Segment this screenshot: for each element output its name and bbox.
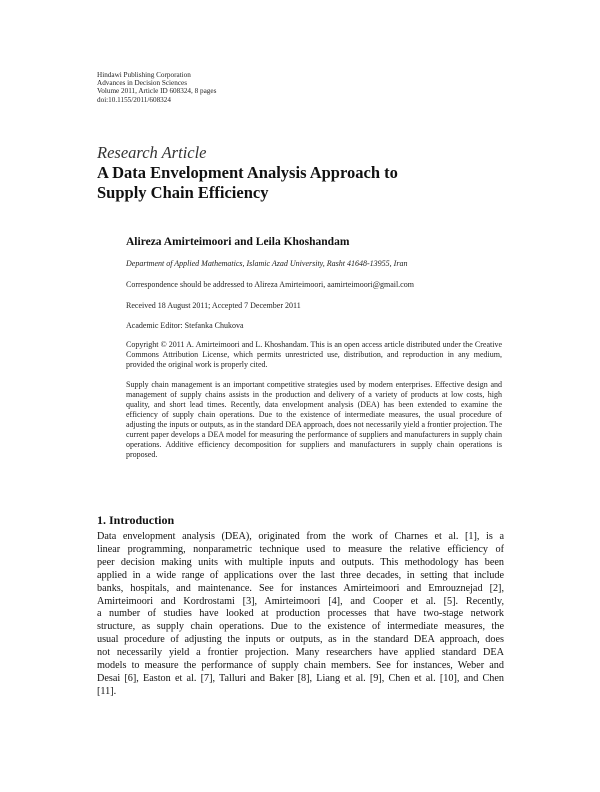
body-line: not necessarily yield a frontier projection. Many researchers have applied standard DEA [97,647,504,659]
introduction-body [97,531,504,699]
affiliation: Department of Applied Mathematics, Islamic Azad University, Rasht 41648-13955, Iran [126,259,408,268]
article-type: Research Article [97,143,207,162]
title-line-2: Supply Chain Efficiency [97,183,269,202]
academic-editor: Academic Editor: Stefanka Chukova [126,321,244,330]
body-line: linear programming, nonparametric technique used to measure the relative efficiency of [97,543,504,555]
abstract: Supply chain management is an important competitive strategies used by modern enterprises. Effective design and management of supply chains assists in the production and delivery of a variety of products at low costs, high quality, and short lead times. Recently, data envelopment analysis (DEA) has been extended to examine the efficiency of supply chain operations. Due to the existence of intermediate measures, the usual procedure of adjusting the inputs or outputs, as in the standard DEA approach, does not necessarily yield a frontier projection. The current paper develops a DEA model for measuring the performance of suppliers and manufacturers in supply chain operations. Additive efficiency decomposition for suppliers and manufacturers in supply chain operations is proposed. [126,380,502,459]
body-line: a number of studies have looked at production processes that have two-stage network [97,608,504,620]
body-line: Amirteimoori and Kordrostami [3], Amirteimoori [4], and Cooper et al. [5]. Recently, [97,595,504,607]
title-line-1: A Data Envelopment Analysis Approach to [97,163,398,182]
body-line: peer decision making units with multiple inputs and outputs. This methodology has been [97,556,504,568]
body-line: structure, as supply chain operations. Due to the existence of intermediate measures, the [97,621,504,633]
section-heading: 1. Introduction [97,513,175,527]
doi-link[interactable]: doi:10.1155/2011/608324 [97,95,171,104]
body-line: models to measure the performance of supply chain members. See for instances, Weber and [97,660,504,672]
body-line: Data envelopment analysis (DEA), originated from the work of Charnes et al. [1], is a [97,531,504,542]
body-line: banks, hospitals, and maintenance. See for instances Amirteimoori and Emrouznejad [2], [97,582,504,594]
body-line: Desai [6], Easton et al. [7], Talluri and Baker [8], Liang et al. [9], Chen et al. [10], and Chen [97,672,504,684]
journal-header [97,71,216,104]
volume-info: Volume 2011, Article ID 608324, 8 pages [97,87,217,96]
copyright-notice: Copyright © 2011 A. Amirteimoori and L. Khoshandam. This is an open access article distributed under the Creative Commons Attribution License, which permits unrestricted use, distribution, and reproduction in any medium, provided the original work is properly cited. [126,340,502,369]
author-list: Alireza Amirteimoori and Leila Khoshandam [126,236,350,248]
publisher-name: Hindawi Publishing Corporation [97,71,191,79]
paper-title [97,163,517,203]
body-line: usual procedure of adjusting the inputs or outputs, as in the standard DEA approach, does [97,634,504,646]
body-line: [11]. [97,685,117,697]
body-line: applied in a wide range of applications over the last three decades, in setting that include [97,569,504,581]
correspondence: Correspondence should be addressed to Alireza Amirteimoori, aamirteimoori@gmail.com [126,280,414,289]
journal-name: Advances in Decision Sciences [97,79,188,88]
received-dates: Received 18 August 2011; Accepted 7 December 2011 [126,301,301,310]
